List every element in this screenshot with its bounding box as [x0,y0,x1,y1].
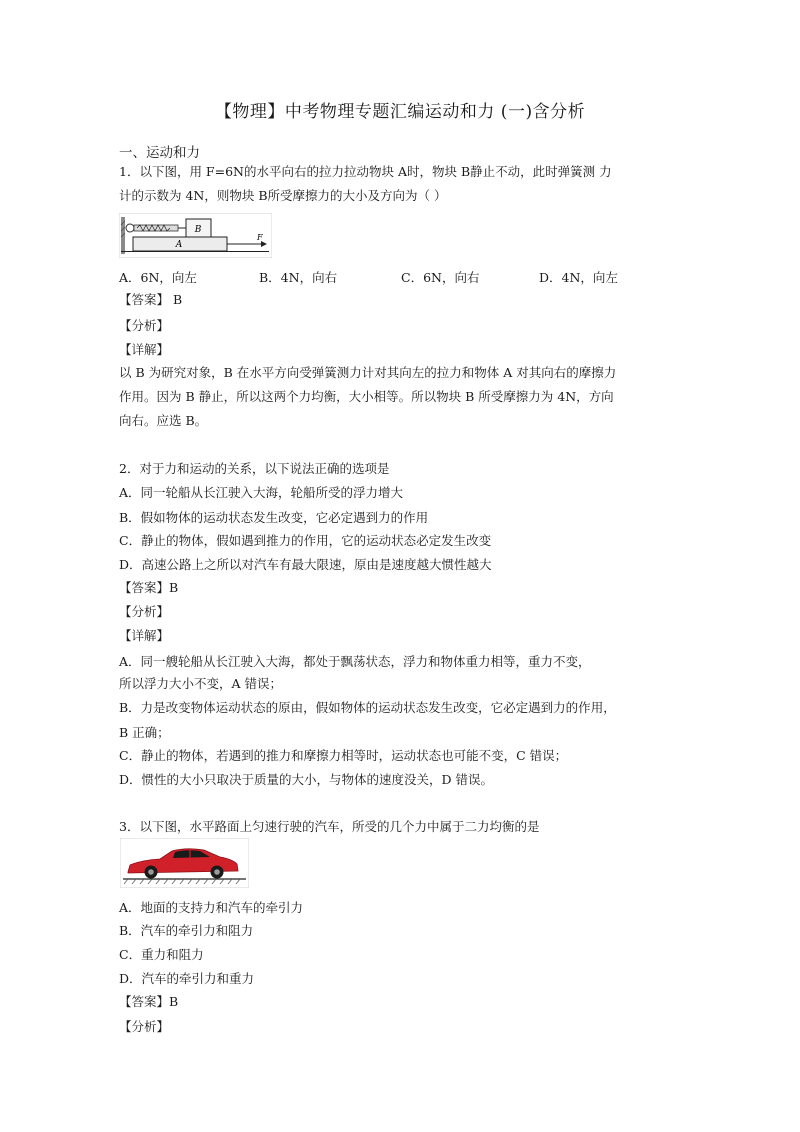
section-heading: 一、运动和力 [119,145,200,161]
svg-text:F: F [257,233,263,242]
q1-detail-label: 【详解】 [119,342,170,357]
q1-stem-line1: 1．以下图，用 F=6N的水平向右的拉力拉动物块 A时，物块 B静止不动，此时弹簧测 力 [119,164,612,179]
q1-option-d: D．4N，向左 [539,270,618,285]
svg-text:A: A [175,240,183,250]
q2-explain-line: A．同一艘轮船从长江驶入大海，都处于飘荡状态，浮力和物体重力相等，重力不变， [119,654,591,669]
q2-option-a: A．同一轮船从长江驶入大海，轮船所受的浮力增大 [119,485,404,500]
q2-explain-line: C．静止的物体，若遇到的推力和摩擦力相等时，运动状态也可能不变，C 错误； [119,748,568,763]
svg-text:B: B [194,225,202,235]
q1-explain-line1: 以 B 为研究对象，B 在水平方向受弹簧测力计对其向左的拉力和物体 A 对其向右的摩擦力 [119,365,617,380]
q1-stem-line2: 计的示数为 4N，则物块 B所受摩擦力的大小及方向为（ ） [119,188,447,203]
q2-option-d: D．高速公路上之所以对汽车有最大限速，原由是速度越大惯性越大 [119,557,492,572]
q1-option-b: B．4N，向右 [259,270,338,285]
q3-answer: 【答案】B [119,994,179,1009]
wall [121,217,125,254]
q3-option-d: D．汽车的牵引力和重力 [119,971,255,986]
q1-answer: 【答案】 B [119,292,183,307]
q2-answer: 【答案】B [119,580,179,595]
q1-explain-line2: 作用。因为 B 静止，所以这两个力均衡，大小相等。所以物块 B 所受摩擦力为 4N，方向 [119,389,614,404]
q2-analysis-label: 【分析】 [119,604,170,619]
q2-stem: 2．对于力和运动的关系，以下说法正确的选项是 [119,461,390,476]
q2-explain-line: D．惯性的大小只取决于质量的大小，与物体的速度没关，D 错误。 [119,772,494,787]
q3-option-b: B．汽车的牵引力和阻力 [119,923,254,938]
q2-detail-label: 【详解】 [119,628,170,643]
q2-explain-line: 所以浮力大小不变，A 错误； [119,676,283,691]
q3-option-a: A．地面的支持力和汽车的牵引力 [119,900,304,915]
q1-option-c: C．6N，向右 [401,270,480,285]
q3-figure-car [120,838,249,888]
q1-options [119,268,639,286]
q2-explain-line: B 正确； [119,725,170,740]
q1-option-a: A．6N，向左 [119,270,197,285]
q1-analysis-label: 【分析】 [119,318,170,333]
q1-figure-spring-blocks [119,213,272,258]
q1-explain-line3: 向右。应选 B。 [119,413,208,428]
q3-analysis-label: 【分析】 [119,1019,170,1034]
q3-option-c: C．重力和阻力 [119,947,204,962]
q2-explain-line: B．力是改变物体运动状态的原由，假如物体的运动状态发生改变，它必定遇到力的作用， [119,700,616,715]
q3-stem: 3．以下图，水平路面上匀速行驶的汽车，所受的几个力中属于二力均衡的是 [119,819,540,834]
page-title: 【物理】中考物理专题汇编运动和力 (一)含分析 [214,102,586,122]
q2-option-c: C．静止的物体，假如遇到推力的作用，它的运动状态必定发生改变 [119,533,492,548]
q2-option-b: B．假如物体的运动状态发生改变，它必定遇到力的作用 [119,510,429,525]
